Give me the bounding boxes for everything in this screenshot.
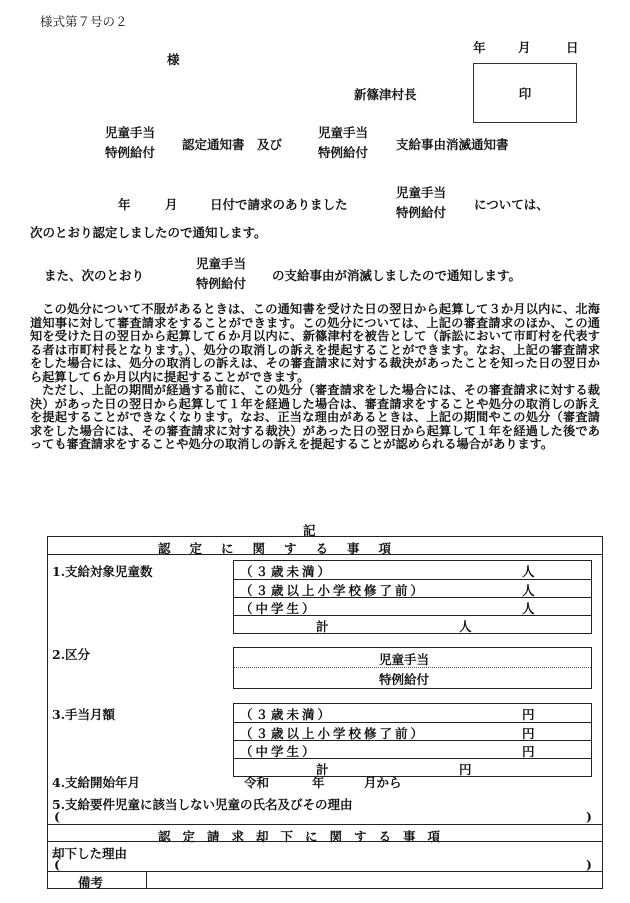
title-end: 支給事由消滅通知書 <box>396 137 509 152</box>
intro-month: 月 <box>165 197 178 212</box>
intro-suffix: については、 <box>474 197 549 212</box>
total-label: 計 <box>316 619 329 634</box>
row-unit: 円 <box>522 744 535 759</box>
children-count-box <box>233 560 592 634</box>
intro-allowance-top: 児童手当 <box>396 185 447 200</box>
title-allowance-stack <box>105 123 155 163</box>
total-label: 計 <box>316 762 329 777</box>
divider <box>48 871 602 872</box>
intro-allowance-stack <box>396 183 446 223</box>
row-label: （中学生） <box>240 744 318 759</box>
section2-header: 認定請求却下に関する事項 <box>158 829 453 844</box>
item5-label: 5.支給要件児童に該当しない児童の氏名及びその理由 <box>52 797 353 812</box>
row-label: （３歳以上小学校修了前） <box>240 583 427 598</box>
title-allowance2-bottom: 特例給付 <box>318 145 369 160</box>
item4-era: 令和 <box>244 775 270 790</box>
seal-label: 印 <box>518 86 532 101</box>
amount-box <box>233 703 592 777</box>
date-day: 日 <box>566 40 579 55</box>
reject-paren-close: ) <box>586 857 592 872</box>
row-label: （３歳未満） <box>240 564 334 579</box>
item2-label: 2.区分 <box>52 647 91 662</box>
row-label: （３歳未満） <box>240 707 334 722</box>
also-prefix: また、次のとおり <box>44 268 145 283</box>
total-unit: 人 <box>459 619 472 634</box>
record-table <box>47 536 603 889</box>
row-label: （中学生） <box>240 601 318 616</box>
item4-label: 4.支給開始年月 <box>52 775 141 790</box>
item5-paren-close: ) <box>586 809 592 824</box>
also-allowance-bottom: 特例給付 <box>196 276 247 291</box>
seal-box <box>473 63 577 123</box>
amount-row <box>234 722 591 741</box>
notice-para1: この処分について不服があるときは、この通知書を受けた日の翌日から起算して３か月以内に、北海道知事に対して審査請求をすることができます。この処分については、上記の審査請求のほか、この通知を受けた日の翌日から起算して６か月以内に、新篠津村を被告として（訴訟において市町村を代表する者は市町村長となります。）、処分の取消しの訴えを提起することができます。なお、上記の審査請求をした場合には、処分の取消しの訴えは、その審査請求に対する裁決があったことを知った日の翌日から起算して６か月以内に提起することができます。 <box>30 302 600 384</box>
total-unit: 円 <box>459 762 472 777</box>
amount-row <box>234 740 591 759</box>
form-number: 様式第７号の２ <box>40 14 128 29</box>
title-allowance-top: 児童手当 <box>105 125 156 140</box>
children-total-row <box>234 615 591 634</box>
date-month: 月 <box>518 40 531 55</box>
intro-year: 年 <box>118 197 131 212</box>
reject-paren-open: ( <box>54 857 60 872</box>
category-box <box>233 647 592 689</box>
section1-header: 認定に関する事項 <box>158 541 411 556</box>
item4-year: 年 <box>312 775 325 790</box>
amount-total-row <box>234 758 591 777</box>
record-label: 記 <box>303 523 316 538</box>
item3-label: 3.手当月額 <box>52 707 116 722</box>
addressee-suffix: 様 <box>167 52 180 67</box>
row-unit: 人 <box>522 601 535 616</box>
row-label: （３歳以上小学校修了前） <box>240 726 427 741</box>
date-year: 年 <box>473 40 486 55</box>
category-top: 児童手当 <box>379 652 430 667</box>
divider <box>48 841 602 842</box>
issuer-name: 新篠津村長 <box>354 87 417 102</box>
divider <box>48 824 602 825</box>
item5-paren-open: ( <box>54 809 60 824</box>
intro-line2: 次のとおり認定しましたので通知します。 <box>30 225 267 240</box>
row-unit: 人 <box>522 564 535 579</box>
also-allowance-stack <box>196 254 246 294</box>
divider <box>48 554 602 555</box>
remarks-divider <box>146 871 147 888</box>
also-allowance-top: 児童手当 <box>196 256 247 271</box>
dotted-divider <box>234 667 591 668</box>
row-unit: 円 <box>522 726 535 741</box>
children-row <box>234 561 591 579</box>
title-allowance2-stack <box>318 123 368 163</box>
children-row <box>234 597 591 616</box>
category-bottom: 特例給付 <box>379 672 430 687</box>
title-allowance2-top: 児童手当 <box>318 125 369 140</box>
reject-label: 却下した理由 <box>52 846 128 861</box>
row-unit: 円 <box>522 707 535 722</box>
intro-text: 日付で請求のありました <box>210 197 348 212</box>
amount-row <box>234 704 591 722</box>
notice-text <box>30 303 600 452</box>
item1-label: 1.支給対象児童数 <box>52 564 153 579</box>
title-mid: 認定通知書 及び <box>182 137 283 152</box>
notice-para2: ただし、上記の期間が経過する前に、この処分（審査請求をした場合には、その審査請求に対する裁決）があった日の翌日から起算して１年を経過した場合は、審査請求をすることや処分の取消しの訴えを提起することができなくなります。なお、正当な理由があるときは、上記の期間やこの処分（審査請求をした場合には、その審査請求に対する裁決）があった日の翌日から起算して１年を経過した後であっても審査請求をすることや処分の取消しの訴えを提起することが認められる場合があります。 <box>30 383 600 451</box>
title-allowance-bottom: 特例給付 <box>105 145 156 160</box>
children-row <box>234 579 591 598</box>
intro-allowance-bottom: 特例給付 <box>396 205 447 220</box>
item4-month: 月から <box>364 775 402 790</box>
also-suffix: の支給事由が消滅しましたので通知します。 <box>272 268 522 283</box>
remarks-label: 備考 <box>78 875 104 890</box>
row-unit: 人 <box>522 583 535 598</box>
